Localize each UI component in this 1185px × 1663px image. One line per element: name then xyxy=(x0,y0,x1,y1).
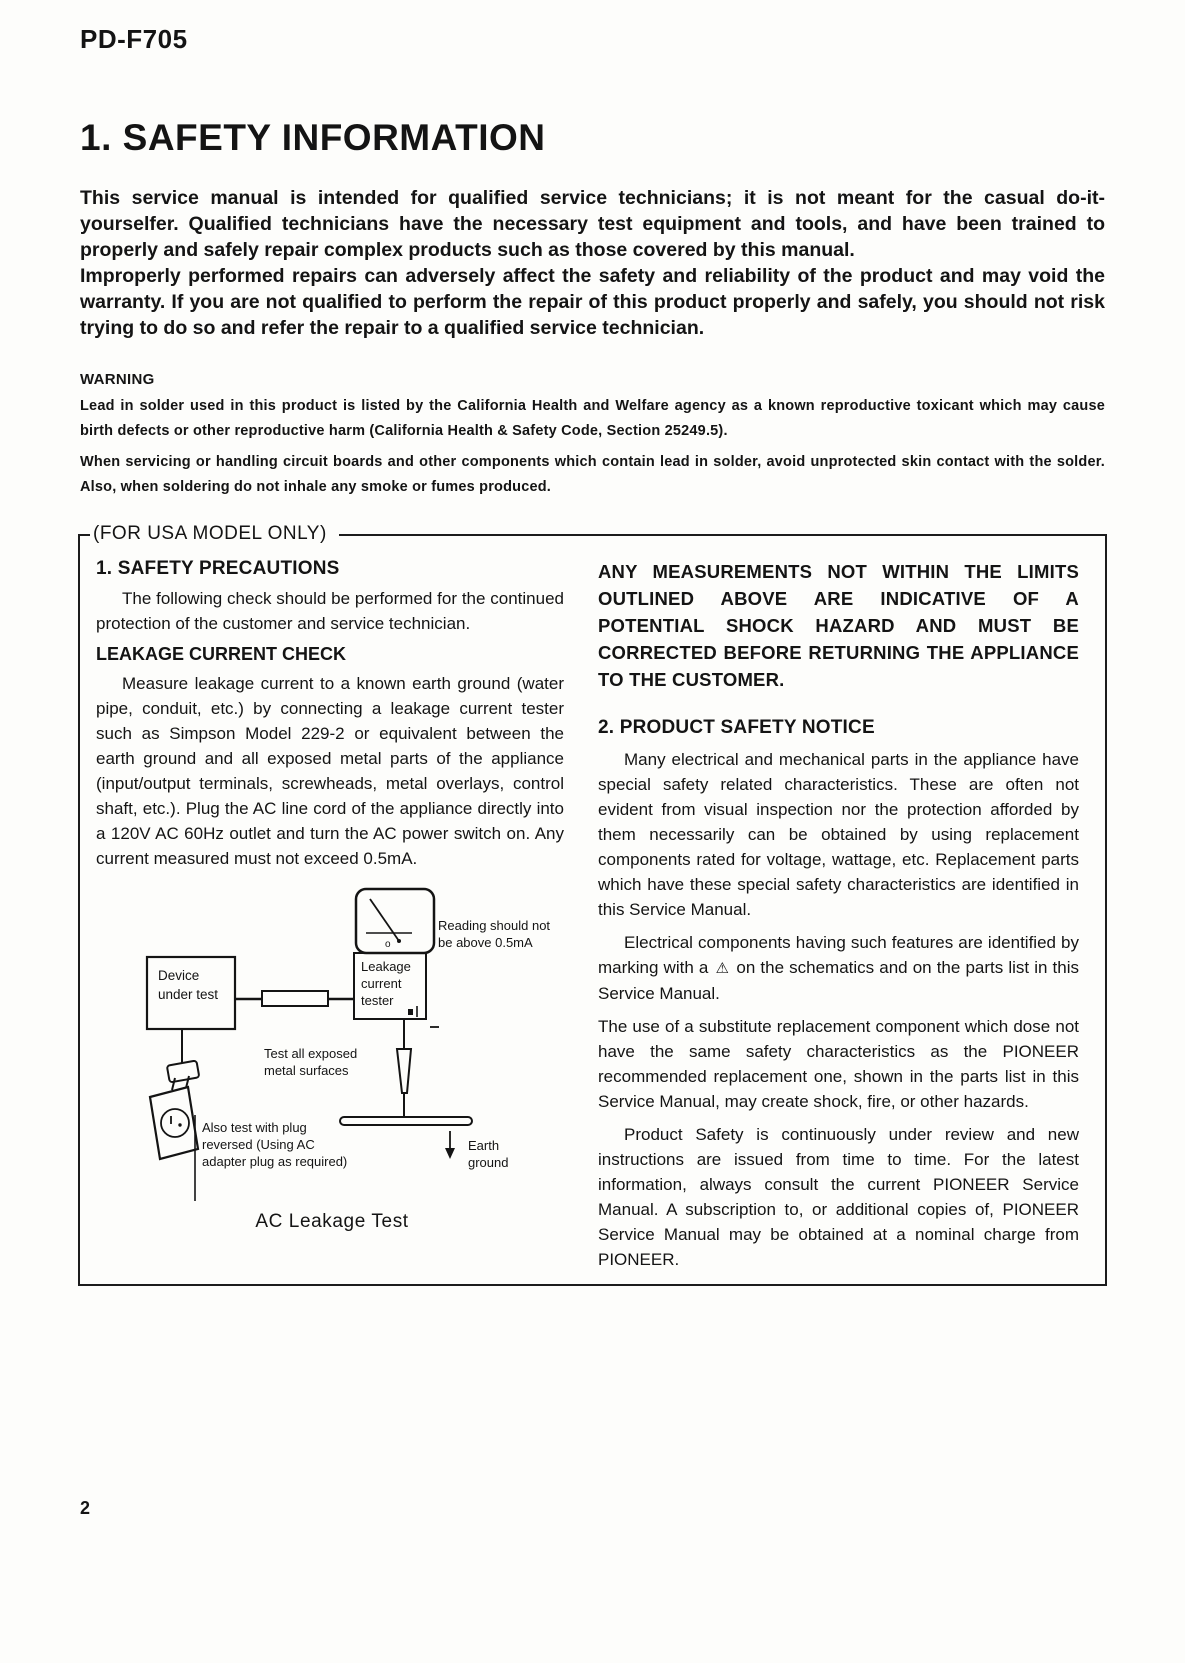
intro-paragraph-1: This service manual is intended for qualified service technicians; it is not meant for the casual do-it-yourselfer. Qualified technicians have the necessary test equipment and tools, and have been trained to properly and safely repair complex products such as those covered by this manual. xyxy=(80,187,1105,261)
product-safety-notice-heading: 2. PRODUCT SAFETY NOTICE xyxy=(598,717,875,738)
product-safety-paragraph-3: The use of a substitute replacement component which dose not have the same safety characteristics as the PIONEER recommended replacement one, shown in the parts list in this Service Manual, may create shock, fire, or other hazards. xyxy=(598,1017,1079,1111)
leakage-current-check-paragraph: Measure leakage current to a known earth ground (water pipe, conduit, etc.) by connecting a leakage current tester such as Simpson Model 229-2 or equivalent between the earth ground and all exposed metal parts of the appliance (input/output terminals, screwheads, metal overlays, control shaft, etc.). Plug the AC line cord of the appliance directly into a 120V AC 60Hz outlet and turn the AC power switch on. Any current measured must not exceed 0.5mA. xyxy=(96,674,564,868)
ground-rod xyxy=(340,1117,472,1125)
right-column xyxy=(598,558,1079,1272)
ac-leakage-test-diagram xyxy=(142,887,616,1245)
warning-paragraph-2: When servicing or handling circuit boards and other components which contain lead in solder, avoid unprotected skin contact with the solder. Also, when soldering do not inhale any smoke or fumes produced. xyxy=(80,454,1105,495)
usa-model-only-box xyxy=(78,523,1107,1286)
plug-reversed-note: Also test with plug reversed (Using AC adapter plug as required) xyxy=(202,1120,348,1169)
warning-block xyxy=(80,371,1105,500)
meter-gauge-icon xyxy=(356,889,434,953)
product-safety-paragraph-4: Product Safety is continuously under review and new instructions are issued from time to time. For the latest information, always consult the current PIONEER Service Manual. A subscription to, or additional copies of, PIONEER Service Manual may be obtained at a nominal charge from PIONEER. xyxy=(598,1125,1079,1269)
paragraph-2-part-a: Electrical components having such features are identified by marking with a xyxy=(598,933,1079,977)
test-cable xyxy=(235,991,354,1006)
intro-paragraph-2: Improperly performed repairs can adversely affect the safety and reliability of the product and may void the warranty. If you are not qualified to perform the repair of this product properly and safely, you should not risk trying to do so and refer the repair to a qualified service technician. xyxy=(80,265,1105,339)
shock-hazard-warning: ANY MEASUREMENTS NOT WITHIN THE LIMITS OUTLINED ABOVE ARE INDICATIVE OF A POTENTIAL SHOCK HAZARD AND MUST BE CORRECTED BEFORE RETURNING THE APPLIANCE TO THE CUSTOMER. xyxy=(598,561,1079,690)
warning-paragraph-1: Lead in solder used in this product is listed by the California Health and Welfare agency as a known reproductive toxicant which may cause birth defects or other reproductive harm (California Health & Safety Code, Section 25249.5). xyxy=(80,398,1105,439)
probe xyxy=(397,1019,411,1117)
diagram-caption: AC Leakage Test xyxy=(255,1211,409,1232)
tester-label: Leakage current tester xyxy=(361,959,411,1008)
intro-block xyxy=(80,185,1105,341)
section-title: 1. SAFETY INFORMATION xyxy=(80,117,546,158)
earth-ground-arrow-icon xyxy=(445,1131,455,1159)
ac-plug-outlet-icon xyxy=(150,1029,199,1159)
page-number: 2 xyxy=(80,1498,91,1518)
safety-precautions-heading: 1. SAFETY PRECAUTIONS xyxy=(96,558,340,579)
exposed-surfaces-note: Test all exposed metal surfaces xyxy=(264,1046,358,1078)
safety-precautions-paragraph: The following check should be performed for the continued protection of the customer and service technician. xyxy=(96,589,564,633)
reading-note-label: Reading should not be above 0.5mA xyxy=(438,918,551,950)
product-safety-paragraph-2 xyxy=(598,930,1079,1006)
device-under-test-label: Device under test xyxy=(158,968,219,1002)
leakage-current-check-heading: LEAKAGE CURRENT CHECK xyxy=(96,644,347,664)
svg-text:o: o xyxy=(385,939,391,950)
product-safety-paragraph-1: Many electrical and mechanical parts in the appliance have special safety related characteristics. These are often not evident from visual inspection nor the protection afforded by them necessarily can be obtained by using replacement components rated for voltage, wattage, etc. Replacement parts which have these special safety characteristics are identified in this Service Manual. xyxy=(598,750,1079,919)
model-number: PD-F705 xyxy=(80,24,188,54)
earth-ground-label: Earth ground xyxy=(468,1138,509,1170)
warning-triangle-icon: ⚠ xyxy=(715,960,730,977)
left-column xyxy=(96,558,564,1272)
paragraph-2-part-b: on the schematics and on the parts list in this Service Manual. xyxy=(598,958,1079,1003)
usa-box-label: (FOR USA MODEL ONLY) xyxy=(90,523,339,545)
warning-heading: WARNING xyxy=(80,371,155,388)
